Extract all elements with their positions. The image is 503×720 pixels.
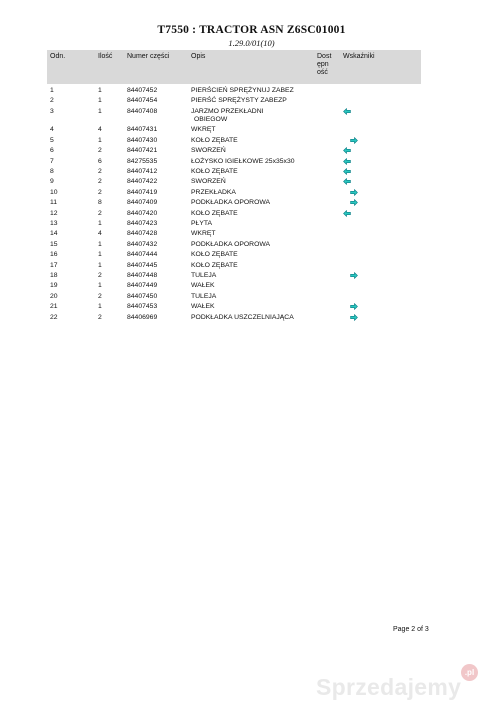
cell-ilosc: 1 [98,282,102,290]
arrow-right-icon [350,303,358,310]
cell-odn: 1 [50,87,54,94]
cell-opis: KOŁO ZĘBATE [191,136,238,144]
cell-numer: 84407430 [127,136,158,144]
header-dost-line3: ość [317,69,328,76]
cell-opis: KOŁO ZĘBATE [191,261,238,269]
cell-odn: 16 [50,251,58,259]
cell-odn: 21 [50,303,58,311]
cell-ilosc: 1 [98,240,102,248]
cell-opis: KOŁO ZĘBATE [191,167,238,175]
cell-odn: 4 [50,126,54,134]
cell-opis: JARZMO PRZEKŁADNI [191,107,264,115]
arrow-right-icon [350,314,358,321]
arrow-left-icon [343,158,351,165]
cell-ilosc: 2 [98,292,102,300]
cell-opis: ŁOŻYSKO IGIEŁKOWE 25x35x30 [191,157,295,165]
document-title: T7550 : TRACTOR ASN Z6SC01001 [157,24,346,36]
cell-numer: 84407450 [127,292,158,300]
arrow-right-icon [350,199,358,206]
cell-opis: WAŁEK [191,303,215,311]
cell-numer: 84407408 [127,107,158,115]
watermark-text: Sprzedajemy [316,674,462,700]
cell-opis-continued: OBIEGOW [194,115,228,123]
cell-numer: 84407421 [127,147,158,155]
cell-odn: 7 [50,157,54,165]
page-number: Page 2 of 3 [393,626,429,633]
cell-numer: 84406969 [127,313,158,321]
cell-opis: PODKŁADKA OPOROWA [191,240,271,248]
cell-numer: 84407423 [127,219,158,227]
arrow-left-icon [343,168,351,175]
cell-opis: PIERŚCIEŃ SPRĘŻYNUJ ZABEZ [191,87,294,94]
cell-odn: 22 [50,313,58,321]
cell-opis: KOŁO ZĘBATE [191,209,238,217]
header-odn: Odn. [50,53,66,60]
cell-odn: 13 [50,219,58,227]
cell-odn: 12 [50,209,58,217]
cell-numer: 84407419 [127,188,158,196]
header-dost [317,53,331,77]
cell-numer: 84407452 [127,87,158,94]
cell-ilosc: 4 [98,126,102,134]
cell-ilosc: 1 [98,97,102,105]
cell-opis: SWORZEŃ [191,178,226,186]
cell-numer: 84407412 [127,167,158,175]
cell-odn: 14 [50,230,58,238]
cell-opis: WKRĘT [191,126,216,134]
arrow-right-icon [350,272,358,279]
cell-opis: PIERŚĆ SPRĘŻYSTY ZABEZP [191,97,287,105]
cell-opis: KOŁO ZĘBATE [191,251,238,259]
cell-ilosc: 1 [98,107,102,115]
cell-ilosc: 1 [98,87,102,94]
cell-ilosc: 2 [98,188,102,196]
cell-ilosc: 1 [98,251,102,259]
cell-odn: 5 [50,136,54,144]
cell-numer: 84407444 [127,251,158,259]
cell-ilosc: 1 [98,303,102,311]
cell-ilosc: 6 [98,157,102,165]
cell-ilosc: 1 [98,136,102,144]
header-dost-line2: ępn [317,61,329,68]
cell-ilosc: 2 [98,271,102,279]
cell-numer: 84407453 [127,303,158,311]
arrow-left-icon [343,147,351,154]
cell-odn: 3 [50,107,54,115]
cell-ilosc: 2 [98,167,102,175]
header-wskazniki: Wskaźniki [343,53,375,60]
cell-odn: 15 [50,240,58,248]
cell-numer: 84407432 [127,240,158,248]
cell-ilosc: 1 [98,261,102,269]
cell-ilosc: 2 [98,209,102,217]
header-opis: Opis [191,53,206,60]
arrow-right-icon [350,137,358,144]
cell-odn: 19 [50,282,58,290]
cell-numer: 84407420 [127,209,158,217]
cell-ilosc: 8 [98,199,102,207]
cell-odn: 9 [50,178,54,186]
arrow-left-icon [343,108,351,115]
cell-odn: 2 [50,97,54,105]
cell-opis: TULEJA [191,292,217,300]
cell-odn: 17 [50,261,58,269]
cell-numer: 84407428 [127,230,158,238]
cell-opis: PODKŁADKA USZCZELNIAJĄCA [191,313,294,321]
cell-odn: 8 [50,167,54,175]
cell-numer: 84407449 [127,282,158,290]
cell-opis: PRZEKŁADKA [191,188,236,196]
document-subtitle: 1.29.0/01(10) [228,38,275,48]
arrow-right-icon [350,189,358,196]
cell-numer: 84407409 [127,199,158,207]
table-header [47,50,421,84]
header-ilosc: Ilość [98,53,113,60]
cell-numer: 84275535 [127,157,158,165]
cell-opis: SWORZEŃ [191,147,226,155]
cell-opis: WAŁEK [191,282,215,290]
header-numer: Numer części [127,53,170,60]
cell-ilosc: 2 [98,178,102,186]
cell-opis: TULEJA [191,271,217,279]
cell-odn: 6 [50,147,54,155]
cell-odn: 11 [50,199,58,207]
cell-opis: PŁYTA [191,219,213,227]
cell-odn: 20 [50,292,58,300]
cell-numer: 84407422 [127,178,158,186]
cell-ilosc: 2 [98,147,102,155]
arrow-left-icon [343,178,351,185]
cell-odn: 18 [50,271,58,279]
cell-numer: 84407431 [127,126,158,134]
cell-opis: PODKŁADKA OPOROWA [191,199,271,207]
cell-odn: 10 [50,188,58,196]
cell-opis: WKRĘT [191,230,216,238]
cell-ilosc: 1 [98,219,102,227]
watermark-badge: .pl [461,664,478,681]
cell-ilosc: 2 [98,313,102,321]
cell-numer: 84407454 [127,97,158,105]
cell-ilosc: 4 [98,230,102,238]
cell-numer: 84407448 [127,271,158,279]
cell-numer: 84407445 [127,261,158,269]
header-dost-line1: Dost [317,53,332,60]
arrow-left-icon [343,210,351,217]
